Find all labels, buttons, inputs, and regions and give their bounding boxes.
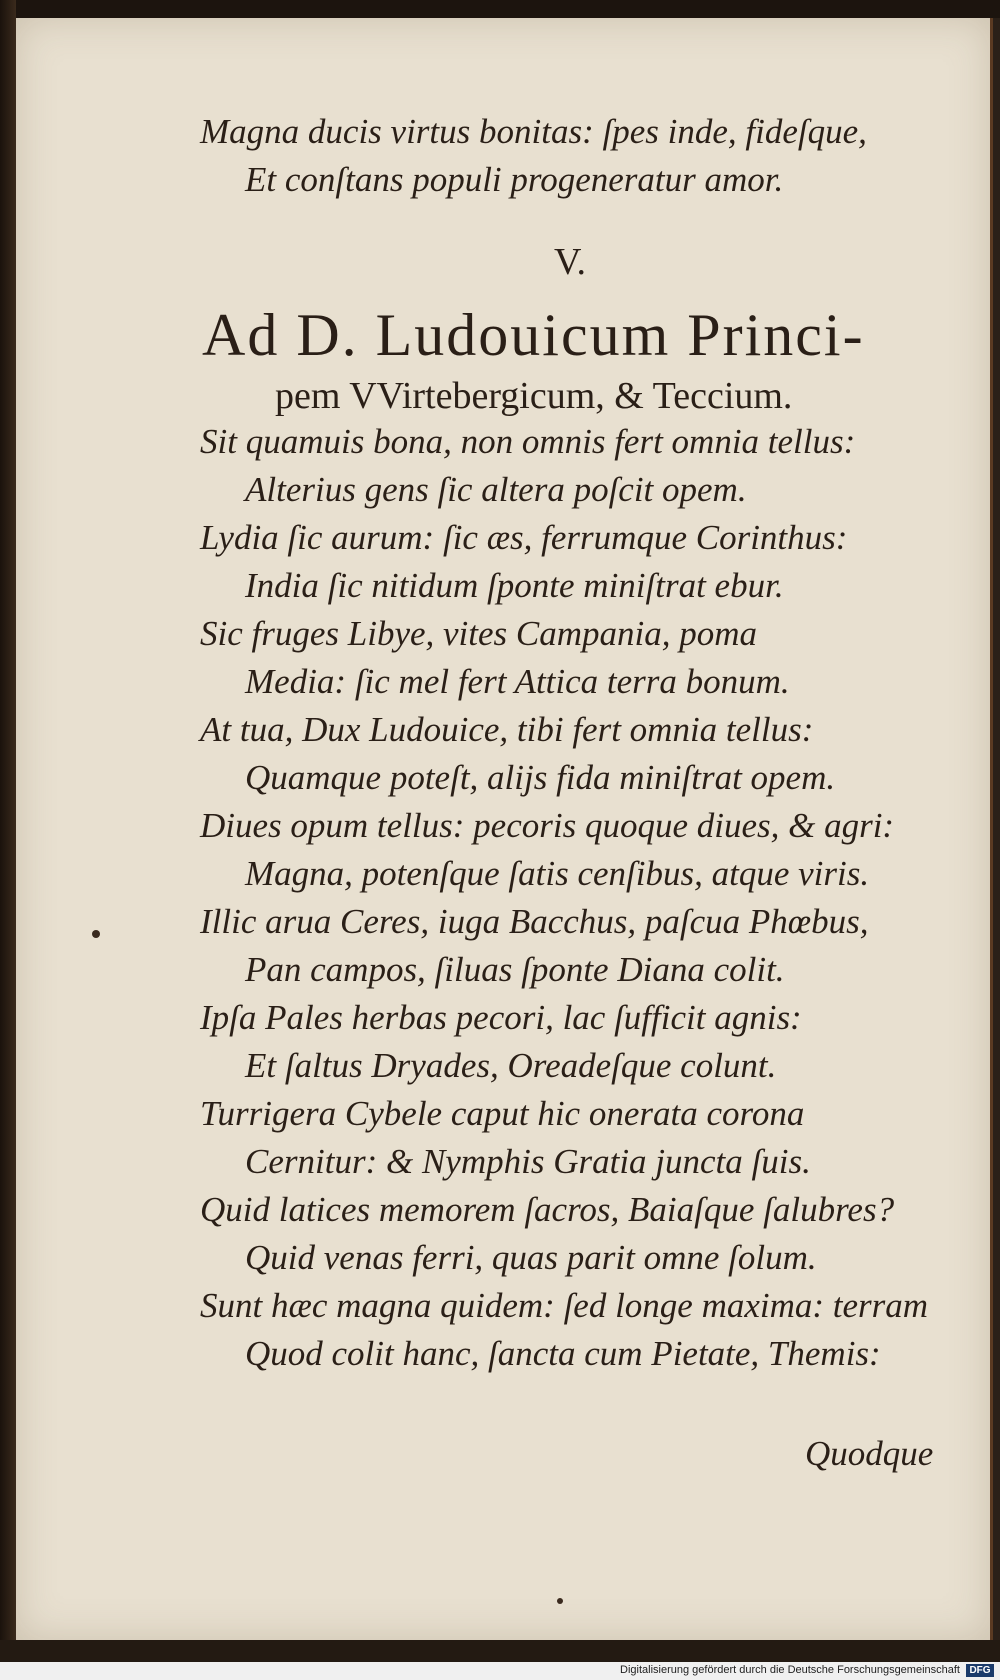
poem-line: Quod colit hanc, ſancta cum Pietate, Themis: <box>245 1334 881 1373</box>
poem-subheading: pem VVirtebergicum, & Teccium. <box>275 375 793 417</box>
poem-line: Sit quamuis bona, non omnis fert omnia tellus: <box>200 422 856 461</box>
poem-line: Sic fruges Libye, vites Campania, poma <box>200 614 758 653</box>
poem-line: Diues opum tellus: pecoris quoque diues, & agri: <box>200 806 895 845</box>
poem-line: Turrigera Cybele caput hic onerata corona <box>200 1094 805 1133</box>
poem-heading: Ad D. Ludouicum Princi- <box>202 302 865 368</box>
funding-credit: Digitalisierung gefördert durch die Deutsche Forschungsgemeinschaft <box>620 1664 960 1676</box>
poem-line: Ipſa Pales herbas pecori, lac ſufficit agnis: <box>200 998 802 1037</box>
poem-line: Alterius gens ſic altera poſcit opem. <box>245 470 747 509</box>
poem-line: Sunt hæc magna quidem: ſed longe maxima: terram <box>200 1286 929 1325</box>
poem-line: Magna, potenſque ſatis cenſibus, atque viris. <box>245 854 870 893</box>
poem-line: Pan campos, ſiluas ſponte Diana colit. <box>245 950 785 989</box>
poem-line: Quamque poteſt, alijs fida miniſtrat opem. <box>245 758 836 797</box>
top-line-1: Magna ducis virtus bonitas: ſpes inde, fideſque, <box>200 112 867 151</box>
catchword: Quodque <box>805 1434 934 1473</box>
poem-line: At tua, Dux Ludouice, tibi fert omnia tellus: <box>200 710 814 749</box>
ink-speck <box>557 1598 563 1604</box>
poem-line: Et ſaltus Dryades, Oreadeſque colunt. <box>245 1046 777 1085</box>
poem-line: Cernitur: & Nymphis Gratia juncta ſuis. <box>245 1142 811 1181</box>
section-number: V. <box>553 241 587 283</box>
dfg-logo: DFG <box>966 1664 994 1677</box>
poem-line: Quid venas ferri, quas parit omne ſolum. <box>245 1238 817 1277</box>
poem-line: Illic arua Ceres, iuga Bacchus, paſcua Phœbus, <box>200 902 869 941</box>
poem-line: Media: ſic mel fert Attica terra bonum. <box>245 662 790 701</box>
poem-line: Quid latices memorem ſacros, Baiaſque ſalubres? <box>200 1190 895 1229</box>
poem-line: India ſic nitidum ſponte miniſtrat ebur. <box>245 566 784 605</box>
ink-speck <box>92 930 100 938</box>
scan-top-edge <box>0 0 1000 18</box>
scan-bottom-edge <box>0 1640 1000 1662</box>
top-line-2: Et conſtans populi progeneratur amor. <box>245 160 784 199</box>
poem-line: Lydia ſic aurum: ſic æs, ferrumque Corinthus: <box>200 518 848 557</box>
